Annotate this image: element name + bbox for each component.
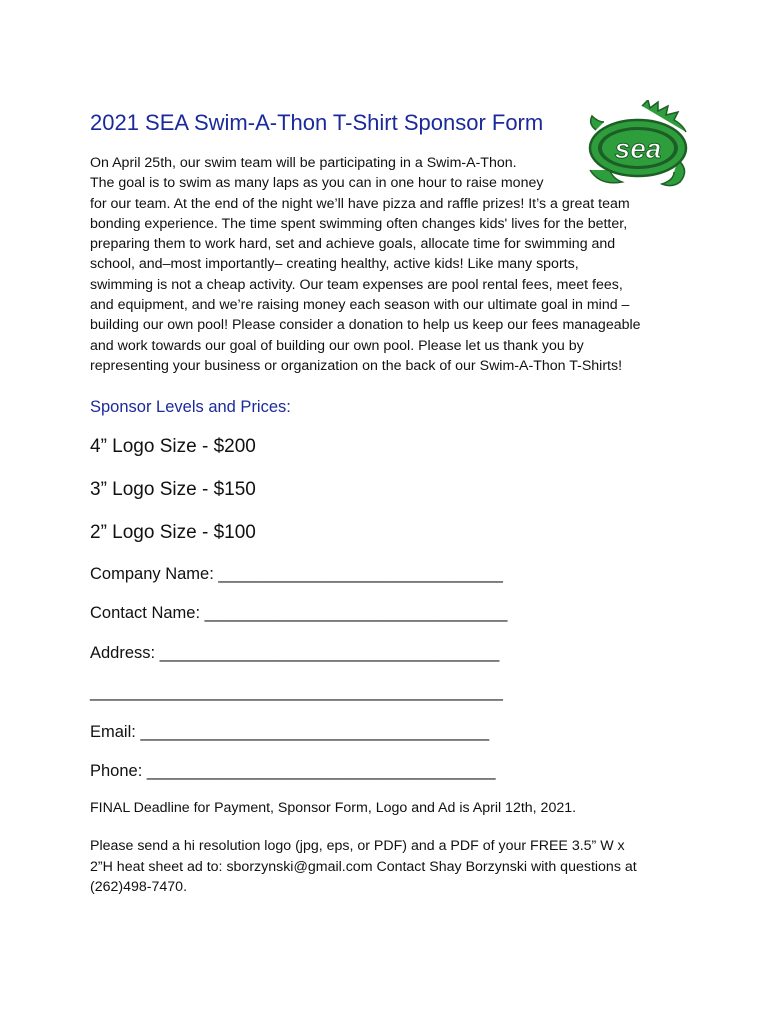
deadline-notice: FINAL Deadline for Payment, Sponsor Form, Logo and Ad is April 12th, 2021. [90, 800, 577, 816]
address-field[interactable] [90, 644, 499, 663]
sponsor-level-4in: 4” Logo Size - $200 [90, 436, 256, 457]
instructions-line: (262)498-7470. [90, 879, 188, 895]
intro-line: representing your business or organization on the back of our Swim-A-Thon T-Shirts! [90, 357, 623, 374]
instructions-line: 2”H heat sheet ad to: sborzynski@gmail.com Contact Shay Borzynski with questions at [90, 858, 637, 875]
company-name-field[interactable] [90, 565, 503, 584]
intro-line: building our own pool! Please consider a donation to help us keep our fees manageable [90, 317, 641, 334]
intro-line: swimming is not a cheap activity. Our team expenses are pool rental fees, meet fees, [90, 276, 623, 293]
intro-line: bonding experience. The time spent swimming often changes kids' lives for the better, [90, 215, 628, 232]
contact-name-blank[interactable]: _________________________________ [204, 604, 508, 622]
intro-line: for our team. At the end of the night we’ll have pizza and raffle prizes! It’s a great team [90, 195, 630, 212]
page-title: 2021 SEA Swim-A-Thon T-Shirt Sponsor Form [90, 110, 544, 135]
submission-instructions [90, 836, 690, 898]
intro-line: On April 25th, our swim team will be participating in a Swim-A-Thon. [90, 155, 517, 171]
instructions-line: Please send a hi resolution logo (jpg, eps, or PDF) and a PDF of your FREE 3.5” W x [90, 838, 625, 854]
logo-text: sea [614, 133, 662, 164]
email-field[interactable] [90, 723, 489, 742]
sponsor-level-2in: 2” Logo Size - $100 [90, 522, 256, 543]
company-name-label: Company Name: [90, 565, 214, 583]
address-blank[interactable]: _____________________________________ [159, 644, 500, 662]
intro-paragraph [90, 153, 690, 376]
sponsor-level-3in: 3” Logo Size - $150 [90, 479, 256, 500]
intro-line: and work towards our goal of building our own pool. Please let us thank you by [90, 337, 584, 354]
email-blank[interactable]: ______________________________________ [140, 723, 490, 741]
intro-line: and equipment, and we’re raising money each season with our ultimate goal in mind – [90, 297, 630, 314]
phone-blank[interactable]: ______________________________________ [146, 762, 496, 780]
company-name-blank[interactable]: _______________________________ [218, 565, 503, 583]
phone-field[interactable] [90, 762, 496, 781]
contact-name-label: Contact Name: [90, 604, 201, 622]
address-line-2-field[interactable] [90, 683, 503, 702]
email-label: Email: [90, 723, 136, 741]
intro-line: The goal is to swim as many laps as you can in one hour to raise money [90, 175, 544, 192]
intro-line: school, and–most importantly– creating healthy, active kids! Like many sports, [90, 256, 579, 273]
address-line-2-blank[interactable]: _____________________________________________ [90, 683, 503, 701]
address-label: Address: [90, 644, 156, 662]
contact-name-field[interactable] [90, 604, 507, 623]
intro-line: preparing them to work hard, set and achieve goals, allocate time for swimming and [90, 236, 616, 253]
phone-label: Phone: [90, 762, 143, 780]
sponsor-levels-heading: Sponsor Levels and Prices: [90, 398, 291, 416]
